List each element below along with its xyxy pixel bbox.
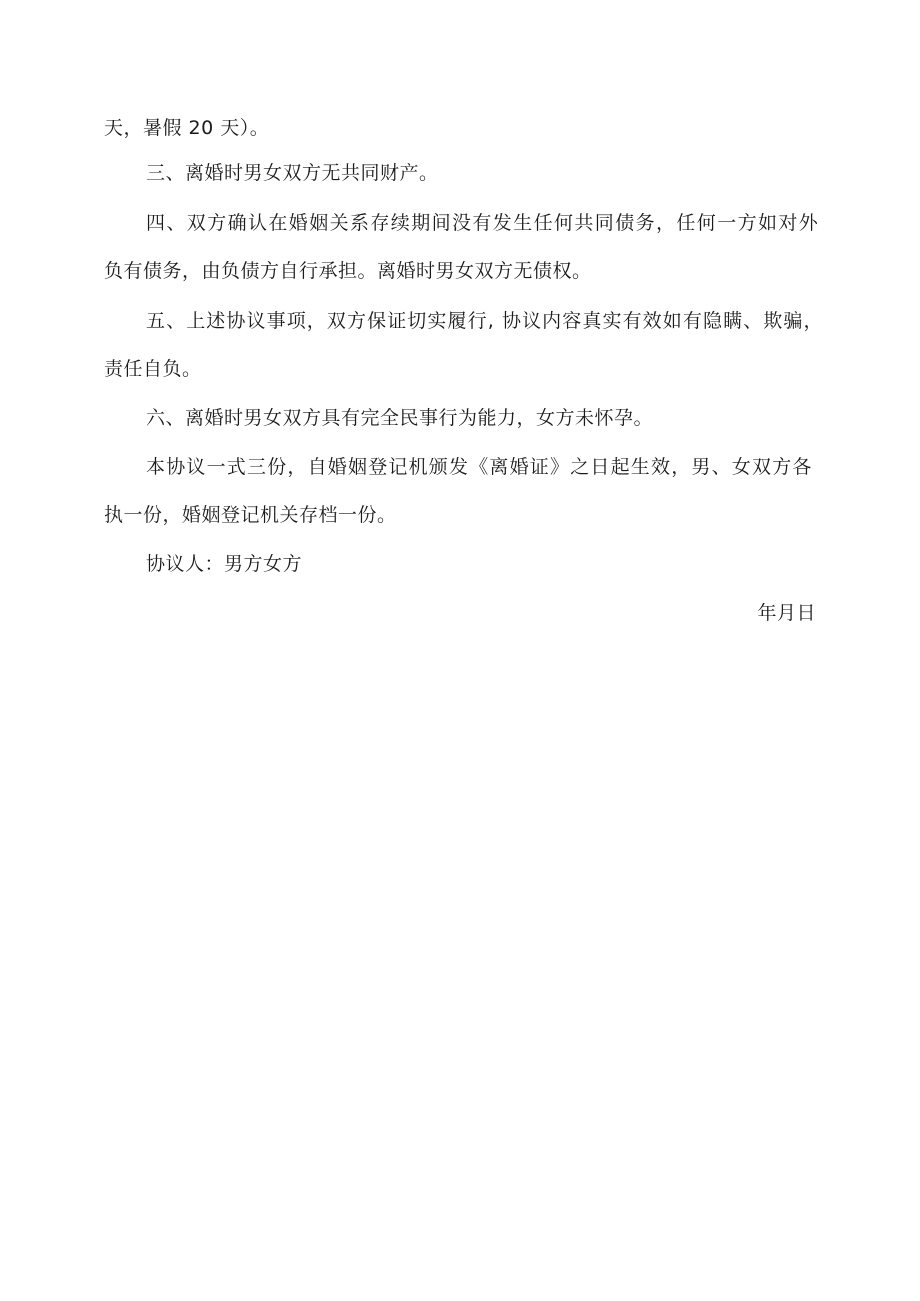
signatories-line: 协议人：男方女方 [146, 553, 303, 575]
clause-5-guarantee-line-2: 责任自负。 [104, 358, 202, 380]
copies-clause-line-1: 本协议一式三份，自婚姻登记机颁发《离婚证》之日起生效，男、女双方各 [146, 456, 813, 478]
date-line: 年月日 [757, 602, 816, 624]
clause-3-no-joint-property: 三、离婚时男女双方无共同财产。 [146, 162, 439, 184]
clause-4-debts-line-2: 负有债务，由负债方自行承担。离婚时男女双方无债权。 [104, 260, 592, 282]
copies-clause-line-2: 执一份，婚姻登记机关存档一份。 [104, 504, 397, 526]
clause-6-capacity: 六、离婚时男女双方具有完全民事行为能力，女方未怀孕。 [146, 407, 654, 429]
paragraph-line-vacation-continuation: 天，暑假 20 天）。 [104, 117, 270, 139]
clause-4-debts-line-1: 四、双方确认在婚姻关系存续期间没有发生任何共同债务，任何一方如对外 [146, 212, 820, 234]
clause-5-guarantee-line-1: 五、上述协议事项，双方保证切实履行, 协议内容真实有效如有隐瞒、欺骗， [146, 310, 824, 332]
